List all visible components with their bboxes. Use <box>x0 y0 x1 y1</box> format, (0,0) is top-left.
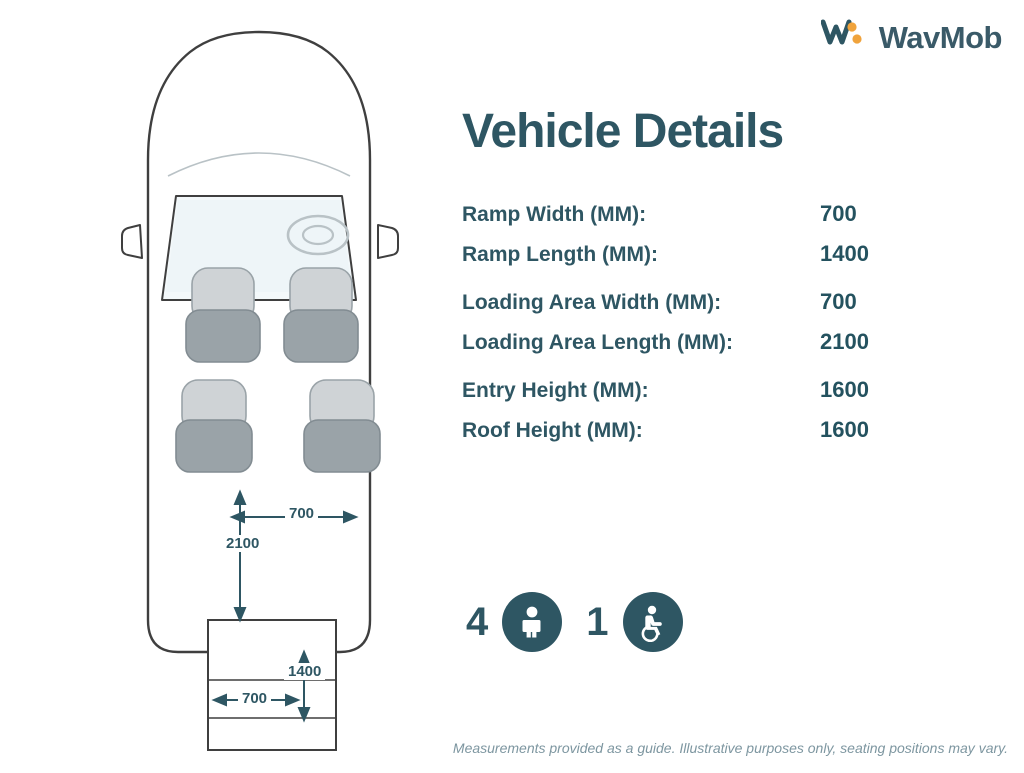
spec-row-loading-area-width <box>462 289 1010 315</box>
spec-label: Ramp Width (MM): <box>462 203 647 226</box>
spec-value: 2100 <box>820 329 869 354</box>
spec-group-loading-area <box>462 289 1010 355</box>
loading-length-label: 2100 <box>222 535 263 552</box>
ramp-width-label: 700 <box>238 690 271 707</box>
spec-row-ramp-length <box>462 241 1010 267</box>
disclaimer-text: Measurements provided as a guide. Illustrative purposes only, seating positions may vary. <box>452 740 1008 756</box>
ramp-length-label: 1400 <box>284 663 325 680</box>
spec-value: 1600 <box>820 417 869 442</box>
spec-row-ramp-width <box>462 201 1010 227</box>
brand-logo <box>821 18 1002 58</box>
spec-row-entry-height <box>462 377 1010 403</box>
brand-name: WavMob <box>878 20 1002 55</box>
page-title: Vehicle Details <box>462 105 784 158</box>
spec-row-roof-height <box>462 417 1010 443</box>
spec-label: Entry Height (MM): <box>462 379 649 402</box>
occupancy-summary <box>466 592 683 652</box>
wavmob-logo-icon <box>821 18 867 58</box>
person-icon <box>502 592 562 652</box>
spec-label: Roof Height (MM): <box>462 419 643 442</box>
spec-value: 700 <box>820 201 857 226</box>
spec-row-loading-area-length <box>462 329 1010 355</box>
spec-group-ramp <box>462 201 1010 267</box>
spec-value: 700 <box>820 289 857 314</box>
wheelchair-count: 1 <box>586 600 609 644</box>
loading-width-label: 700 <box>285 505 318 522</box>
spec-value: 1600 <box>820 377 869 402</box>
spec-label: Loading Area Length (MM): <box>462 331 734 354</box>
wheelchair-icon <box>623 592 683 652</box>
spec-label: Loading Area Width (MM): <box>462 291 722 314</box>
vehicle-details-panel <box>462 104 1010 465</box>
spec-label: Ramp Length (MM): <box>462 243 658 266</box>
spec-value: 1400 <box>820 241 869 266</box>
vehicle-top-view-diagram <box>0 0 440 768</box>
seat-count: 4 <box>466 600 489 644</box>
spec-group-heights <box>462 377 1010 443</box>
